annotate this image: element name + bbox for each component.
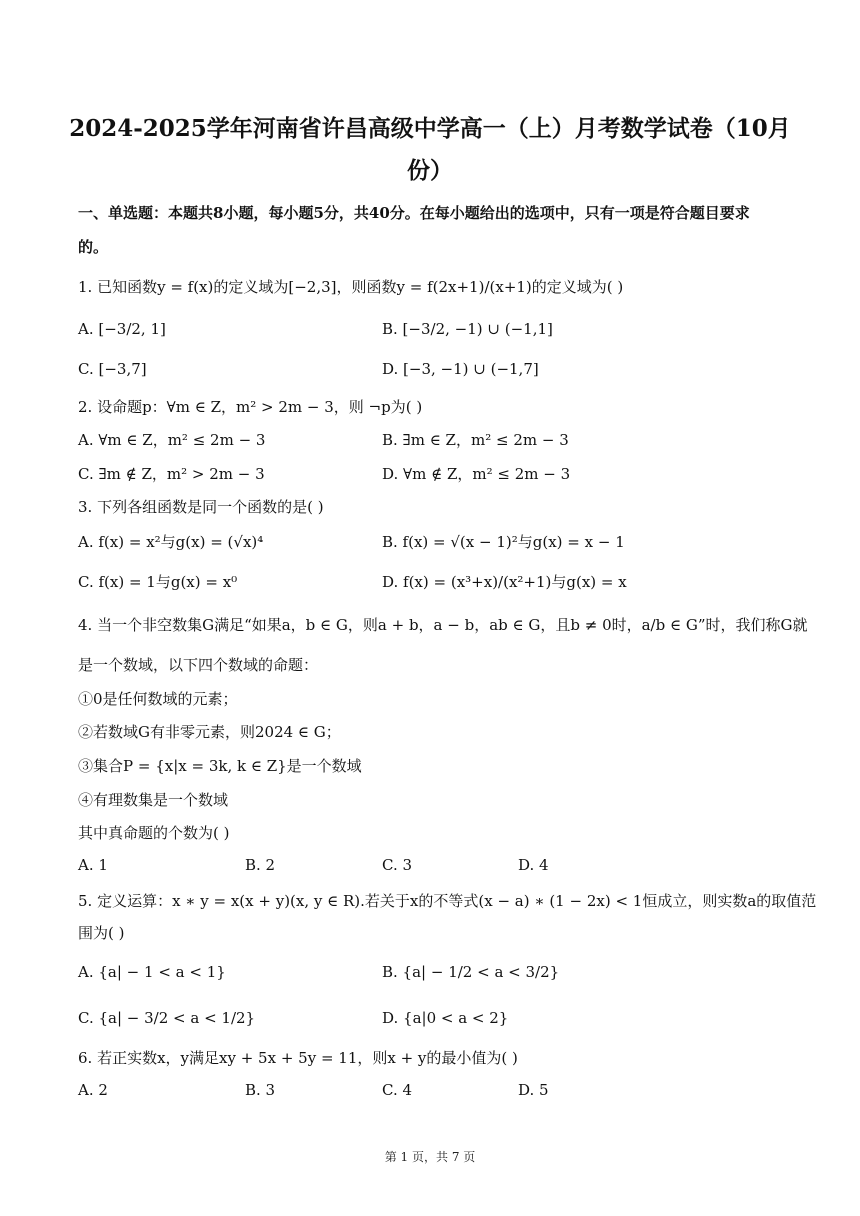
question-2-option-b: B. ∃m ∈ Z，m² ≤ 2m − 3 (382, 431, 569, 449)
question-1-option-c: C. [−3,7] (78, 360, 147, 378)
exam-title-line-1: 2024-2025学年河南省许昌高级中学高一（上）月考数学试卷（10月 (69, 115, 791, 142)
question-1-option-a: A. [−3/2, 1] (78, 320, 166, 338)
question-5-option-a: A. {a| − 1 < a < 1} (78, 963, 226, 981)
question-5-option-c: C. {a| − 3/2 < a < 1/2} (78, 1009, 256, 1027)
question-6-option-d: D. 5 (518, 1081, 549, 1099)
question-4-ask: 其中真命题的个数为( ) (78, 824, 230, 842)
question-1-stem: 1. 已知函数y = f(x)的定义域为[−2,3]，则函数y = f(2x+1)/(x+1)的定义域为( ) (78, 278, 624, 296)
question-5-option-d: D. {a|0 < a < 2} (382, 1009, 509, 1027)
section-heading-line-1: 一、单选题：本题共8小题，每小题5分，共40分。在每小题给出的选项中，只有一项是符合题目要求 (78, 204, 750, 222)
question-5-option-b: B. {a| − 1/2 < a < 3/2} (382, 963, 560, 981)
question-4-statement-4: ④有理数集是一个数域 (78, 791, 229, 809)
question-3-option-c: C. f(x) = 1与g(x) = x⁰ (78, 573, 238, 591)
question-4-option-b: B. 2 (245, 856, 276, 874)
question-2-stem: 2. 设命题p：∀m ∈ Z，m² > 2m − 3，则 ¬p为( ) (78, 398, 423, 416)
section-heading-line-2: 的。 (78, 238, 109, 256)
question-3-option-b: B. f(x) = √(x − 1)²与g(x) = x − 1 (382, 533, 625, 551)
question-6-option-c: C. 4 (382, 1081, 413, 1099)
exam-title-line-2: 份） (407, 157, 453, 184)
question-1-option-b: B. [−3/2, −1) ∪ (−1,1] (382, 320, 553, 338)
question-3-option-d: D. f(x) = (x³+x)/(x²+1)与g(x) = x (382, 573, 627, 591)
question-5-stem-line-2: 围为( ) (78, 924, 125, 942)
question-2-option-d: D. ∀m ∉ Z，m² ≤ 2m − 3 (382, 465, 571, 483)
question-6-stem: 6. 若正实数x，y满足xy + 5x + 5y = 11，则x + y的最小值为( ) (78, 1049, 518, 1067)
question-2-option-a: A. ∀m ∈ Z，m² ≤ 2m − 3 (78, 431, 266, 449)
question-4-stem-line-2: 是一个数域，以下四个数域的命题： (78, 656, 319, 674)
question-6-option-b: B. 3 (245, 1081, 276, 1099)
question-3-option-a: A. f(x) = x²与g(x) = (√x)⁴ (78, 533, 264, 551)
question-4-stem-line-1: 4. 当一个非空数集G满足“如果a，b ∈ G，则a + b，a − b，ab ∈ G，且b ≠ 0时，a/b ∈ G”时，我们称G就 (78, 616, 808, 634)
question-4-option-d: D. 4 (518, 856, 549, 874)
question-6-option-a: A. 2 (78, 1081, 108, 1099)
question-2-option-c: C. ∃m ∉ Z，m² > 2m − 3 (78, 465, 265, 483)
question-4-statement-1: ①0是任何数域的元素； (78, 690, 238, 708)
question-3-stem: 3. 下列各组函数是同一个函数的是( ) (78, 498, 324, 516)
question-4-statement-2: ②若数域G有非零元素，则2024 ∈ G； (78, 723, 341, 741)
page-footer: 第 1 页，共 7 页 (384, 1150, 476, 1164)
question-5-stem-line-1: 5. 定义运算：x ∗ y = x(x + y)(x, y ∈ R).若关于x的不等式(x − a) ∗ (1 − 2x) < 1恒成立，则实数a的取值范 (78, 892, 817, 910)
question-4-statement-3: ③集合P = {x|x = 3k, k ∈ Z}是一个数域 (78, 757, 362, 775)
question-1-option-d: D. [−3, −1) ∪ (−1,7] (382, 360, 539, 378)
question-4-option-a: A. 1 (78, 856, 108, 874)
question-4-option-c: C. 3 (382, 856, 413, 874)
